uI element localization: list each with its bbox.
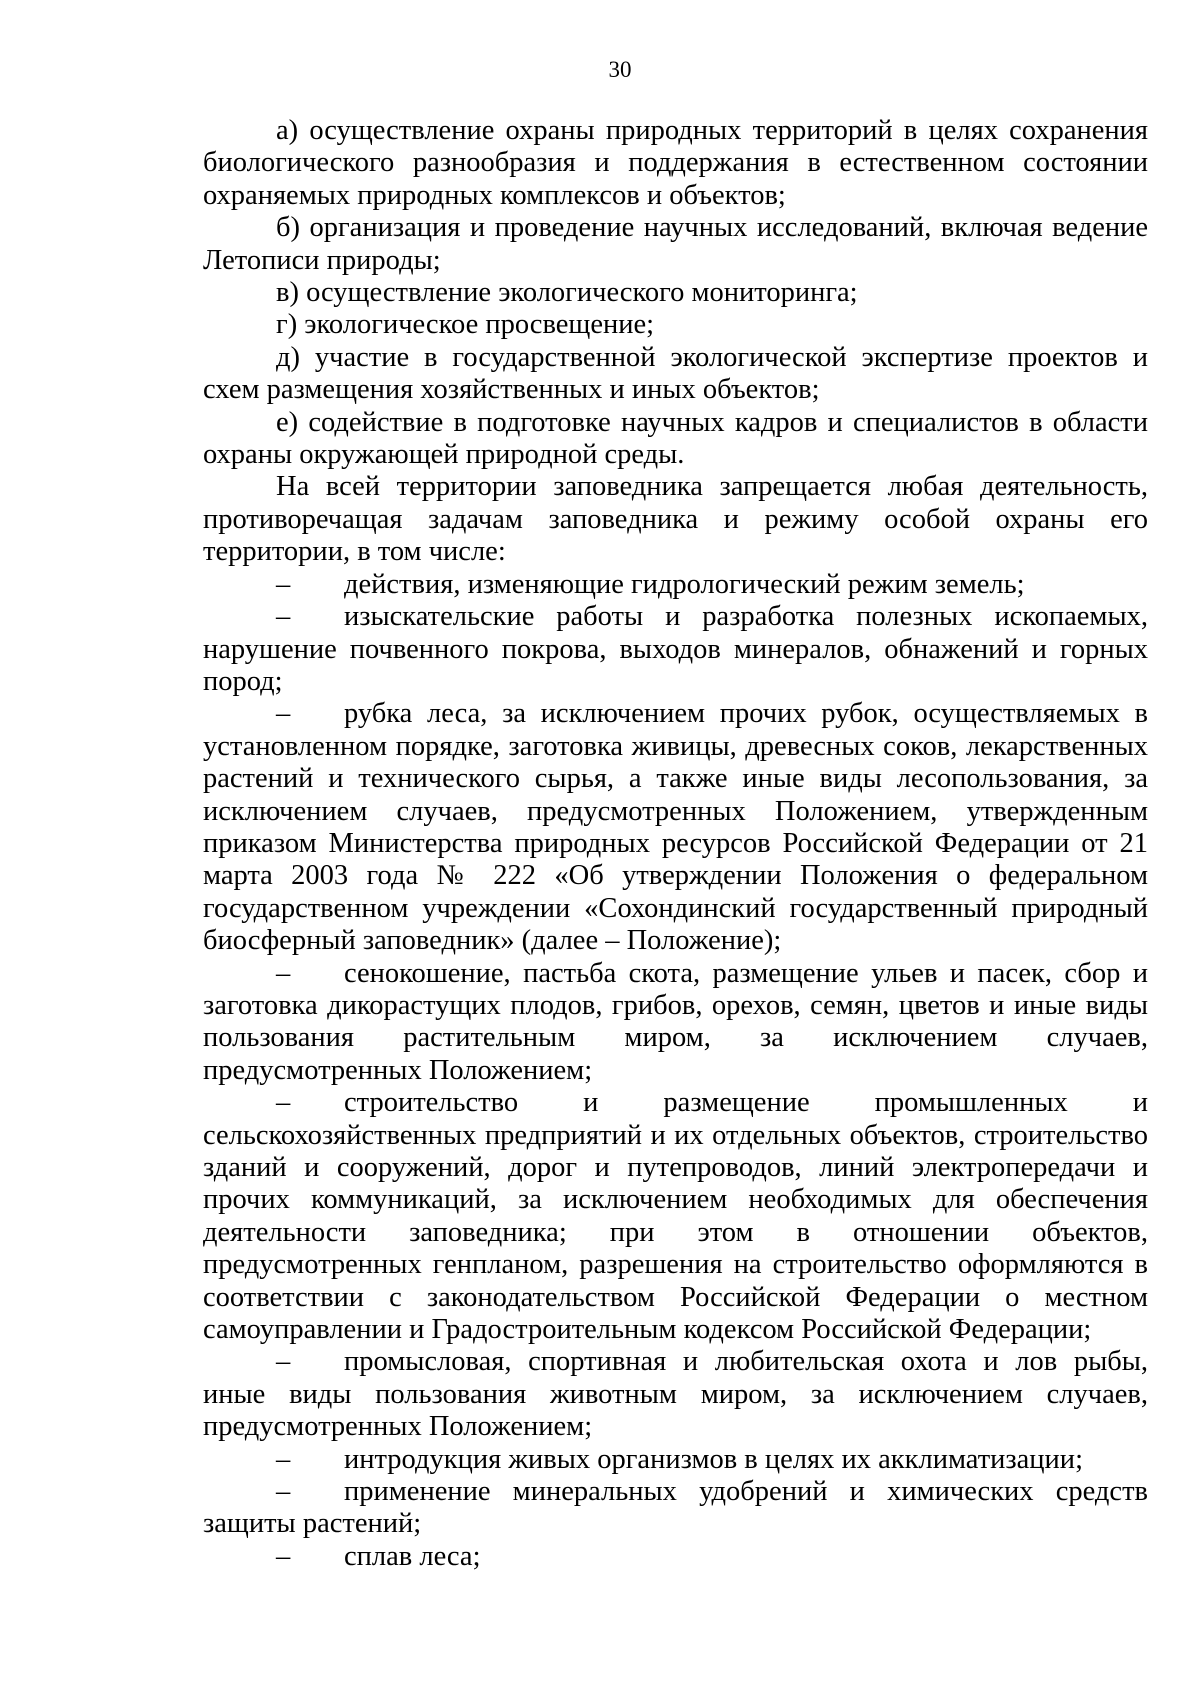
list-item-text: рубка леса, за исключением прочих рубок, осуществляемых в установленном порядке, заготовка живицы, древесных соков, лекарственных растений и технического сырья, а также иные виды лесопользования, за исключением случаев, предусмотренных Положением, утвержденным приказом Министерства природных ресурсов Российской Федерации от 21 марта 2003 года № 222 «Об утверждении Положения о федеральном государственном учреждении «Сохондинский государственный природный биосферный заповедник» (далее – Положение); [203, 698, 1148, 957]
list-item-text: сплав леса; [344, 1540, 481, 1572]
list-item-text: применение минеральных удобрений и химических средств защиты растений; [203, 1476, 1148, 1540]
paragraph-d: д) участие в государственной экологической экспертизе проектов и схем размещения хозяйственных и иных объектов; [203, 341, 1148, 406]
list-item [203, 569, 1148, 601]
dash-marker: – [276, 1087, 291, 1119]
dash-marker: – [276, 957, 291, 989]
paragraph-v: в) осуществление экологического мониторинга; [276, 277, 858, 309]
list-item-text: действия, изменяющие гидрологический режим земель; [344, 568, 1025, 600]
paragraph-a: а) осуществление охраны природных территорий в целях сохранения биологического разнообразия и поддержания в естественном состоянии охраняемых природных комплексов и объектов; [203, 115, 1148, 211]
list-item [203, 1541, 1148, 1573]
list-item-text: промысловая, спортивная и любительская охота и лов рыбы, иные виды пользования животным миром, за исключением случаев, предусмотренных Положением; [203, 1346, 1148, 1443]
list-item-text: сенокошение, пастьба скота, размещение ульев и пасек, сбор и заготовка дикорастущих плодов, грибов, орехов, семян, цветов и иные виды пользования растительным миром, за исключением случаев, предусмотренных Положением; [203, 957, 1148, 1086]
dash-marker: – [276, 1540, 291, 1572]
dash-marker: – [276, 1346, 291, 1378]
paragraph-g: г) экологическое просвещение; [276, 309, 655, 341]
dash-marker: – [276, 1476, 291, 1508]
list-item [203, 1087, 1148, 1346]
prohibitions-intro: На всей территории заповедника запрещается любая деятельность, противоречащая задачам заповедника и режиму особой охраны его территории, в том числе: [203, 471, 1148, 568]
list-item [203, 1444, 1148, 1476]
paragraph-e: е) содействие в подготовке научных кадров и специалистов в области охраны окружающей природной среды. [203, 406, 1148, 471]
list-item [203, 601, 1148, 698]
list-item [203, 1476, 1148, 1541]
list-item-text: интродукция живых организмов в целях их акклиматизации; [344, 1443, 1083, 1475]
list-item [203, 1346, 1148, 1443]
list-item [203, 958, 1148, 1088]
document-body [203, 115, 1148, 1573]
dash-marker: – [276, 601, 291, 633]
page-number: 30 [608, 57, 632, 82]
dash-marker: – [276, 568, 291, 600]
list-item [203, 698, 1148, 957]
dash-marker: – [276, 698, 291, 730]
dash-marker: – [276, 1443, 291, 1475]
list-item-text: строительство и размещение промышленных и сельскохозяйственных предприятий и их отдельных объектов, строительство зданий и сооружений, дорог и путепроводов, линий электропередачи и прочих коммуникаций, за исключением необходимых для обеспечения деятельности заповедника; при этом в отношении объектов, предусмотренных генпланом, разрешения на строительство оформляются в соответствии с законодательством Российской Федерации о местном самоуправлении и Градостроительным кодексом Российской Федерации; [203, 1087, 1148, 1346]
paragraph-b: б) организация и проведение научных исследований, включая ведение Летописи природы; [203, 212, 1148, 276]
list-item-text: изыскательские работы и разработка полезных ископаемых, нарушение почвенного покрова, выходов минералов, обнажений и горных пород; [203, 601, 1148, 697]
